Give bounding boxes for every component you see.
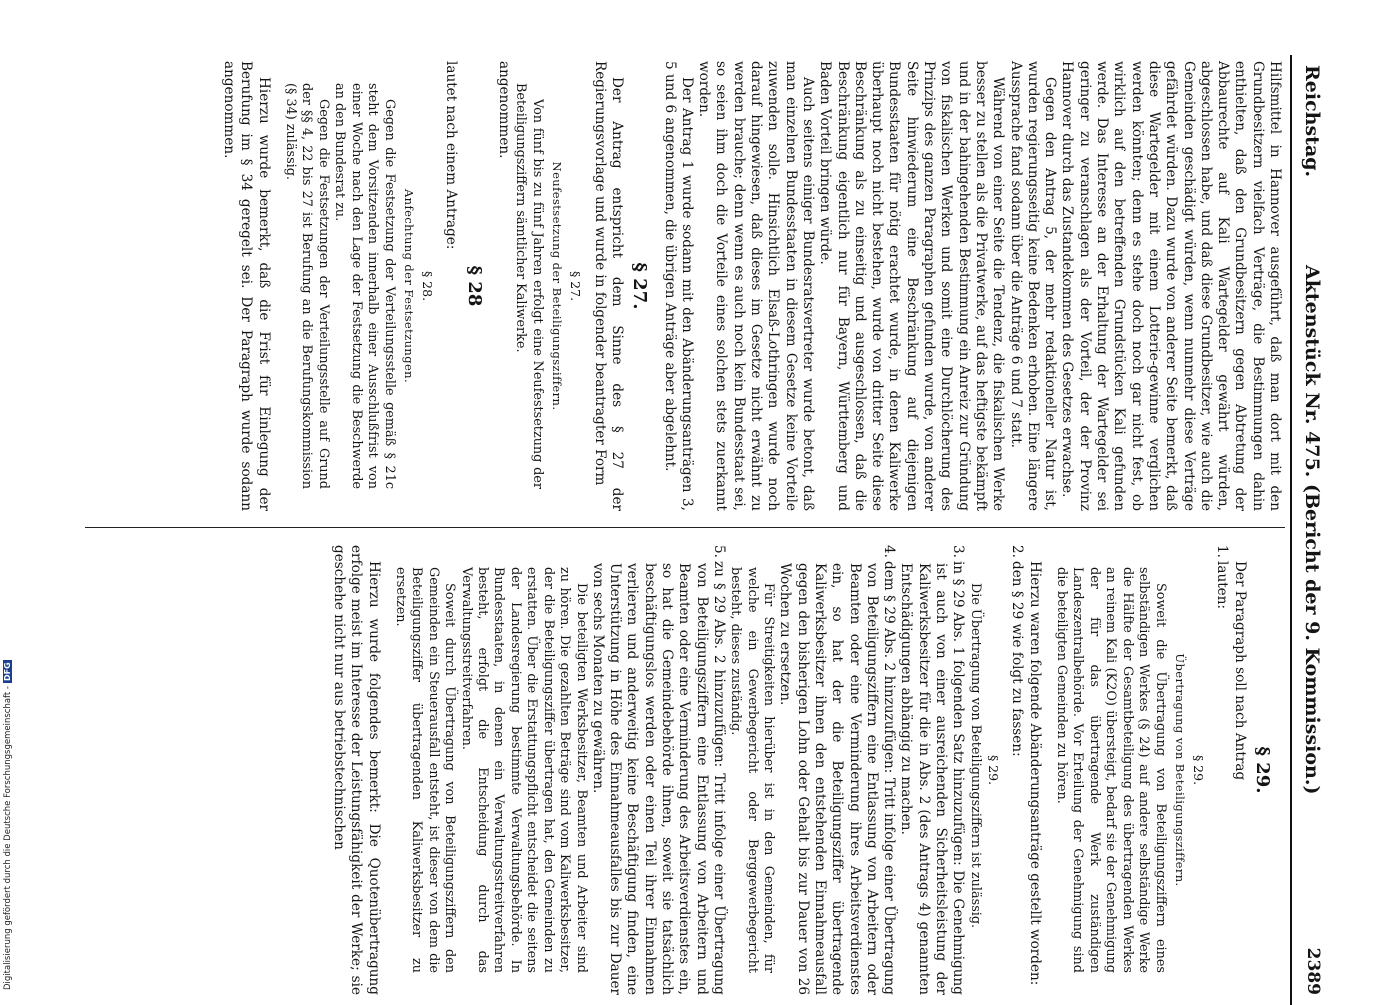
quoted-text: Für Streitigkeiten hierüber ist in den Gemeinden, für welche ein Gewerbegericht oder Berggewerbegericht besteht, dieses zuständig.: [728, 567, 777, 973]
section-title: Anfechtung der Festsetzungen.: [401, 188, 416, 384]
list-item: [1008, 545, 1025, 995]
item-text: den § 29 wie folgt zu fassen:: [1009, 561, 1026, 757]
quoted-text: Gegen die Festsetzungen der Verteilungsstelle auf Grund der §§ 4, 22 bis 27 ist Berufung an die Berufungskommission (§ 34) zulässig.: [283, 83, 331, 489]
quoted-text: Soweit durch Übertragung von Beteiligungsziffern den Gemeinden ein Steuerausfall entsteht, ist dieser von dem die Beteiligungsziffer übertragenden Kaliwerksbesitzer zu ersetzen.: [393, 567, 458, 973]
dfg-logo: DFG: [3, 662, 12, 682]
quoted-block: [512, 61, 545, 511]
section-title: Neufestsetzung der Beteiligungsziffern.: [550, 161, 565, 411]
paragraph: Der Antrag 1 wurde sodann mit den Abänderungsanträgen 3, 5 und 6 angenommen, die übrigen Anträge aber abgelehnt.: [661, 61, 695, 511]
quoted-block: [727, 545, 776, 995]
rotated-page: [45, 55, 1325, 1005]
item-text: zu § 29 Abs. 2 hinzuzufügen: Tritt infolge einer Übertragung von Beteiligungsziffern eine Entlassung von Arbeitern und Beamten oder eine Verminderung des Arbeitsverdienstes ein, so hat die Gemeindebehörde ihnen, soweit sie tatsächlich beschäftigungslos werden oder einen Teil ihrer Einnahmen verlieren und anderweitig keine Beschäftigung finden, eine Unterstützung in Höhe des Einnahmeausfalles bis zur Dauer von sechs Monaten zu gewähren.: [589, 561, 727, 995]
item-number: 4.: [881, 545, 898, 558]
section-heading: § 28: [463, 265, 485, 307]
header-left: Reichstag.: [1301, 65, 1323, 178]
section-number: § 29.: [1191, 754, 1207, 786]
item-text: in § 29 Abs. 1 folgenden Satz hinzuzufügen: Die Genehmigung ist auch von einer ausreichenden Sicherheitsleistung der Kaliwerksbesitzer für die in Abs. 2 (des Antrags 4) genannten Entschädigungen abhängig zu machen.: [898, 561, 967, 995]
section-number: § 27.: [568, 270, 584, 302]
list-item: [776, 545, 897, 995]
paragraph: Gegen den Antrag 5, der mehr redaktioneller Natur ist, wurden regierungsseitig keine Bedenken erhoben. Eine längere Aussprache fand sodann über die Anträge 6 und 7 statt.: [1007, 61, 1059, 511]
paragraph: Hilfsmittel in Hannover ausgeführt, daß man dort mit den Grundbesitzern vielfach Verträge, die Bestimmungen dahin enthielten, daß den Grundbesitzern gegen Abtretung der Abbaurechte auf Kali Wartegelder gewährt würden, abgeschlossen habe, und daß diese Grundbesitzer, wie auch die Gemeinden geschädigt würden, wenn nunmehr diese Verträge gefährdet würden. Dazu wurde von anderer Seite bemerkt, daß diese Wartegelder mit einem Lotterie-gewinne verglichen werden könnten; denn es stehe doch noch gar nicht fest, ob wirklich auf den betreffenden Grundstücken Kali gefunden werde. Das Interesse an der Erhaltung der Wartegelder sei geringer zu veranschlagen als der Vorteil, der der Provinz Hannover durch das Zustandekommen des Gesetzes erwachse.: [1059, 61, 1283, 511]
quoted-text: Von fünf bis zu fünf Jahren erfolgt eine Neufestsetzung der Beteiligungsziffern sämtlicher Kaliwerke.: [513, 83, 545, 489]
section-heading: § 29.: [1252, 746, 1273, 794]
paragraph: Hierzu wurde bemerkt, daß die Frist für Einlegung der Berufung im § 34 geregelt sei. Der Paragraph wurde sodann angenommen.: [221, 61, 272, 511]
quoted-text: Gegen die Festsetzung der Verteilungsstelle gemäß § 21c steht dem Vorsitzenden innerhalb einer Ausschlußfrist von einer Woche nach den Lage der Festsetzung die Beschwerde an den Bundesrat zu.: [332, 83, 397, 489]
list-item: [1213, 545, 1230, 995]
page-header: [1295, 55, 1325, 1005]
header-rule: [1290, 55, 1292, 1005]
section-heading: § 27.: [629, 262, 651, 310]
column-divider: [85, 527, 1285, 528]
quoted-block: [966, 545, 982, 995]
page-number: 2389: [1303, 947, 1323, 995]
list-item: [589, 545, 727, 995]
paragraph: Der Paragraph soll nach Antrag: [1231, 561, 1248, 781]
item-number: 3.: [950, 545, 967, 558]
quoted-block: [392, 545, 589, 995]
paragraph: Während von einer Seite die Tendenz, die fiskalischen Werke besser zu stellen als die Privatwerke, auf das heftigste bekämpft und in der bahingehenden Bestimmung ein Anreiz zur Gründung von fiskalischen Werken und somit eine Durchlöcherung des Prinzips des ganzen Paragraphen gefunden wurde, von anderer Seite hinwiederum eine Beschränkung auf diejenigen Bundesstaaten für nötig erachtet wurde, in denen Kaliwerke überhaupt noch nicht bestehen, wurde von dritter Seite diese Beschränkung als zu einseitig und ausgeschlossen, daß die Beschränkung eigentlich nur für Bayern, Württemberg und Baden Vorteil bringen würde.: [817, 61, 1007, 511]
item-text: lauten:: [1214, 561, 1231, 610]
section-title: Übertragung von Beteiligungsziffern.: [1172, 653, 1187, 887]
footer-text: Digitalisierung gefördert durch die Deutsche Forschungsgemeinschaft -: [3, 686, 13, 990]
item-text: dem § 29 Abs. 2 hinzuzufügen: Tritt infolge einer Übertragung von Beteiligungsziffern eine Entlassung von Arbeitern oder Beamten oder eine Verminderung ihres Arbeitsverdienstes ein, so hat der die Beteiligungsziffer übertragende Kaliwerksbesitzer ihnen den entstehenden Einnahmeausfall gegen den bisherigen Lohn oder Gehalt bis zur Dauer von 26 Wochen zu ersetzen.: [777, 561, 898, 995]
quoted-block: [282, 61, 397, 511]
right-column: [330, 545, 1283, 995]
paragraph: Hierzu waren folgende Abänderungsanträge gestellt worden:: [1026, 561, 1043, 986]
item-number: 5.: [710, 545, 727, 558]
header-title: Aktenstück Nr. 475. (Bericht der 9. Kommission.): [1301, 265, 1323, 795]
section-number: § 28.: [420, 270, 436, 302]
digitization-footer: [3, 660, 13, 990]
quoted-text: Soweit die Übertragung von Beteiligungsziffern eines selbständigen Werkes (§ 24) auf andere selbständige Werke die Hälfte der Gesamtbeteiligung des übertragenden Werkes an reinem Kali (K2O) übersteigt, bedarf sie der Genehmigung der für das übertragende Werk zuständigen Landeszentralbehörde. Vor Erteilung der Genehmigung sind die beteiligten Gemeinden zu hören.: [1054, 567, 1168, 973]
paragraph: Der Antrag entspricht dem Sinne des § 27 der Regierungsvorlage und wurde in folgender beantragter Form: [591, 61, 626, 511]
quoted-text: Die beteiligten Werksbesitzer, Beamten und Arbeiter sind zu hören. Die gezahlten Beträge sind vom Kaliwerksbesitzer, der die Beteiligungsziffer übertragen hat, den Gemeinden zu erstatten. Über die Erstattungspflicht entscheidet die seitens der Landesregierung bestimmte Verwaltungsbehörde. In Bundesstaaten, in denen ein Verwaltungsstreitverfahren besteht, erfolgt die Entscheidung durch das Verwaltungsstreitverfahren.: [458, 567, 589, 973]
section-number: § 29.: [986, 754, 1002, 786]
paragraph: lautet nach einem Antrage:: [443, 61, 460, 250]
quoted-text: Die Übertragung von Beteiligungsziffern ist zulässig.: [967, 583, 983, 929]
paragraph: Auch seitens einiger Bundesratsvertreter wurde betont, daß man einzelnen Bundesstaaten in diesem Gesetze keine Vorteile zuwenden solle. Hinsichtlich Elsaß-Lothringen wurde noch darauf hingewiesen, daß dieses im Gesetze nicht erwähnt zu werden brauche; denn wenn es auch noch kein Bundesstaat sei, so seien ihm doch die Vorteile eines solchen stets zuerkannt worden.: [696, 61, 816, 511]
item-number: 1.: [1214, 545, 1231, 558]
list-item: [897, 545, 966, 995]
quoted-block: [1053, 545, 1168, 995]
paragraph: Hierzu wurde folgendes bemerkt: Die Quotenübertragung erfolge meist im Interesse der Leistungsfähigkeit der Werke; sie geschehe nicht nur aus betriebstechnischen: [331, 545, 382, 995]
left-column: [220, 61, 1283, 511]
result-text: angenommen.: [496, 61, 513, 159]
item-number: 2.: [1009, 545, 1026, 558]
